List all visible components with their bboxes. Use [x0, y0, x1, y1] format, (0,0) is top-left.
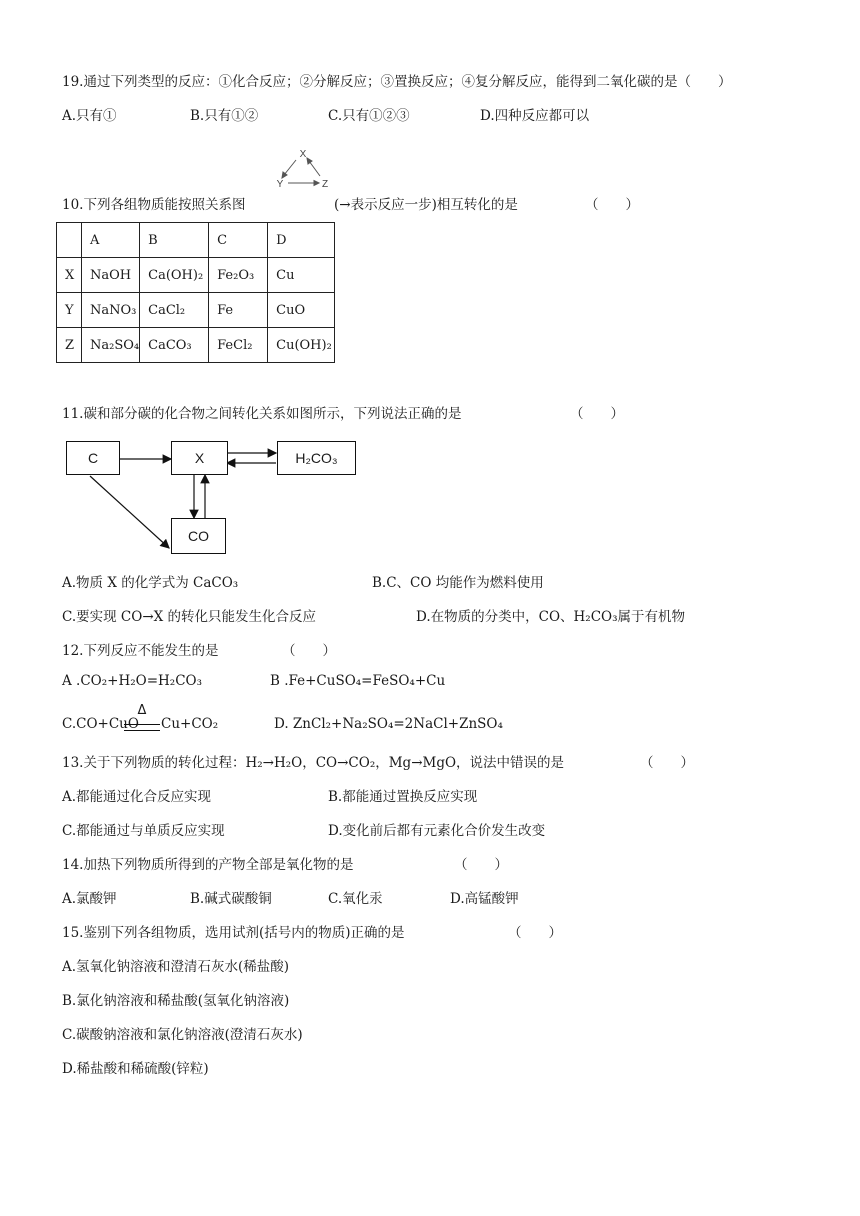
triangle-label-y: Y	[276, 179, 284, 190]
table-header-cell: C	[209, 223, 268, 258]
table-cell: Y	[57, 293, 82, 328]
heat-condition-symbol: Δ	[137, 703, 147, 718]
question-9-stem: 19.通过下列类型的反应：①化合反应；②分解反应；③置换反应；④复分解反应，能得到二氧化碳的是（ ）	[62, 74, 732, 90]
question-13-stem: 13.关于下列物质的转化过程：H₂→H₂O，CO→CO₂，Mg→MgO，说法中错误的是	[62, 755, 565, 771]
substance-x-box: X	[171, 441, 228, 475]
table-row	[57, 328, 335, 363]
table-cell: Na₂SO₄	[82, 328, 140, 363]
question-14-stem: 14.加热下列物质所得到的产物全部是氧化物的是	[62, 857, 354, 873]
q14-option-c: C.氧化汞	[328, 891, 383, 907]
table-header-cell: D	[268, 223, 335, 258]
q13-option-a: A.都能通过化合反应实现	[62, 789, 212, 805]
q11-option-c: C.要实现 CO→X 的转化只能发生化合反应	[62, 609, 317, 625]
reaction-equals-sign	[124, 724, 160, 731]
question-10-stem-part2: (→表示反应一步)相互转化的是	[334, 197, 518, 213]
q12-option-d: D. ZnCl₂+Na₂SO₄=2NaCl+ZnSO₄	[274, 716, 503, 732]
question-12-stem: 12.下列反应不能发生的是	[62, 643, 219, 659]
q15-option-c: C.碳酸钠溶液和氯化钠溶液(澄清石灰水)	[62, 1027, 303, 1043]
q14-option-d: D.高锰酸钾	[450, 891, 519, 907]
q15-option-a: A.氢氧化钠溶液和澄清石灰水(稀盐酸)	[62, 959, 290, 975]
question-10-answer-paren: （ ）	[585, 197, 639, 213]
question-13-answer-paren: （ ）	[640, 755, 694, 771]
reagent-table	[56, 222, 335, 363]
q9-option-c: C.只有①②③	[328, 108, 410, 124]
table-row	[57, 293, 335, 328]
table-cell: CaCl₂	[140, 293, 209, 328]
q13-option-c: C.都能通过与单质反应实现	[62, 823, 225, 839]
table-cell: Fe₂O₃	[209, 258, 268, 293]
carbonic-acid-box: H₂CO₃	[277, 441, 356, 475]
q15-option-b: B.氯化钠溶液和稀盐酸(氢氧化钠溶液)	[62, 993, 290, 1009]
table-cell: FeCl₂	[209, 328, 268, 363]
table-header-cell: A	[82, 223, 140, 258]
table-cell: NaNO₃	[82, 293, 140, 328]
q9-option-b: B.只有①②	[190, 108, 259, 124]
table-cell: NaOH	[82, 258, 140, 293]
q12-option-c-reactants: C.CO+CuO	[62, 716, 139, 732]
q11-option-d: D.在物质的分类中，CO、H₂CO₃属于有机物	[416, 609, 686, 625]
q13-option-b: B.都能通过置换反应实现	[328, 789, 478, 805]
table-cell: Cu	[268, 258, 335, 293]
question-15-stem: 15.鉴别下列各组物质，选用试剂(括号内的物质)正确的是	[62, 925, 405, 941]
table-header-cell: B	[140, 223, 209, 258]
table-cell: CuO	[268, 293, 335, 328]
table-cell: Ca(OH)₂	[140, 258, 209, 293]
question-14-answer-paren: （ ）	[454, 857, 508, 873]
q14-option-b: B.碱式碳酸铜	[190, 891, 272, 907]
question-11-answer-paren: （ ）	[570, 406, 624, 422]
q11-option-a: A.物质 X 的化学式为 CaCO₃	[62, 575, 239, 591]
carbon-monoxide-box: CO	[171, 518, 226, 554]
q14-option-a: A.氯酸钾	[62, 891, 117, 907]
question-15-answer-paren: （ ）	[508, 925, 562, 941]
table-cell: Z	[57, 328, 82, 363]
triangle-label-x: X	[299, 149, 307, 160]
table-cell: Cu(OH)₂	[268, 328, 335, 363]
table-header-cell	[57, 223, 82, 258]
table-cell: Fe	[209, 293, 268, 328]
q11-option-b: B.C、CO 均能作为燃料使用	[372, 575, 544, 591]
question-12-answer-paren: （ ）	[282, 643, 336, 659]
question-11-stem: 11.碳和部分碳的化合物之间转化关系如图所示，下列说法正确的是	[62, 406, 462, 422]
triangle-label-z: Z	[321, 179, 329, 190]
q12-option-c-products: Cu+CO₂	[161, 716, 219, 732]
table-cell: CaCO₃	[140, 328, 209, 363]
table-cell: X	[57, 258, 82, 293]
q9-option-d: D.四种反应都可以	[480, 108, 590, 124]
table-header-row	[57, 223, 335, 258]
q15-option-d: D.稀盐酸和稀硫酸(锌粒)	[62, 1061, 209, 1077]
q13-option-d: D.变化前后都有元素化合价发生改变	[328, 823, 546, 839]
question-10-stem-part1: 10.下列各组物质能按照关系图	[62, 197, 246, 213]
q9-option-a: A.只有①	[62, 108, 117, 124]
relation-triangle-diagram	[272, 146, 334, 190]
carbon-box: C	[66, 441, 120, 475]
table-row	[57, 258, 335, 293]
q12-option-a: A .CO₂+H₂O=H₂CO₃	[62, 673, 203, 689]
q12-option-b: B .Fe+CuSO₄=FeSO₄+Cu	[270, 673, 446, 689]
